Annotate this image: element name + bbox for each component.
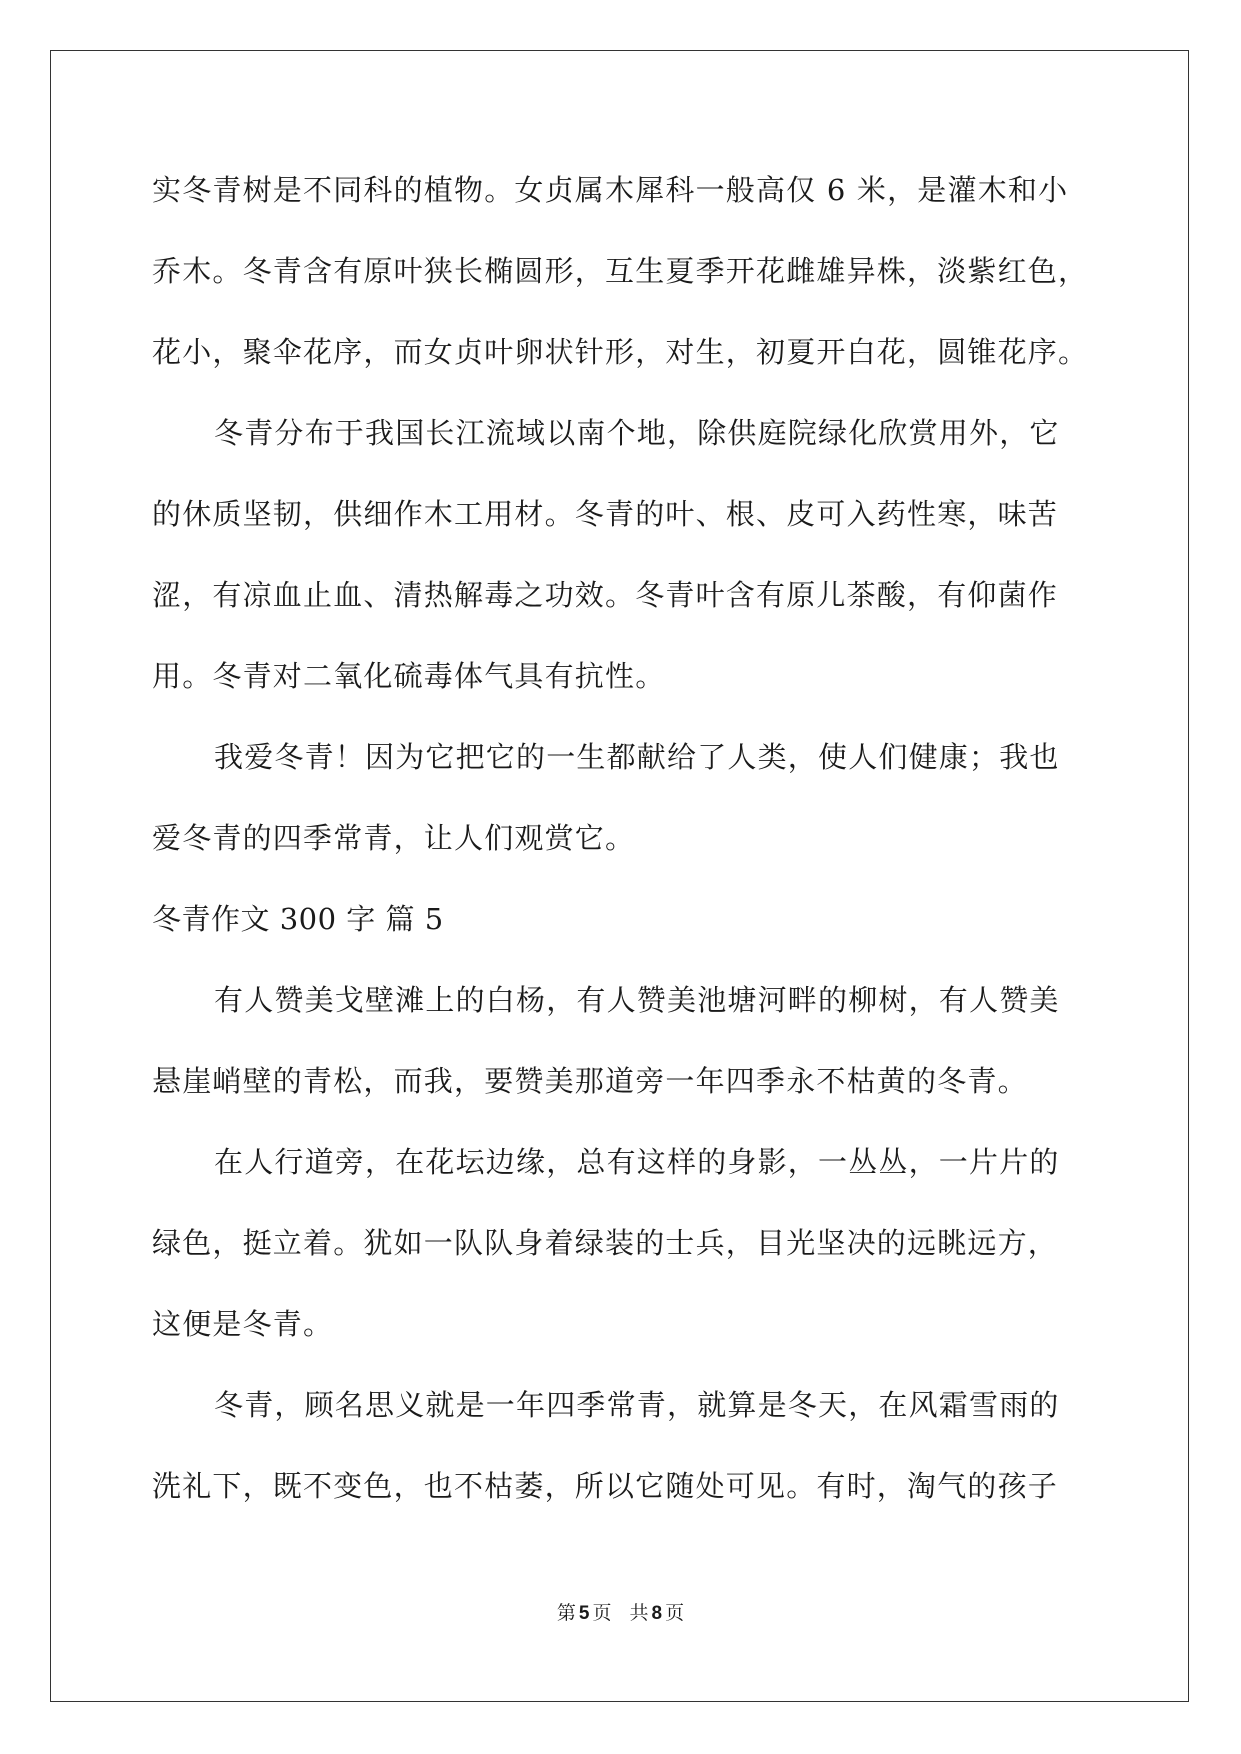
text-line: 实冬青树是不同科的植物。女贞属木犀科一般高仅 6 米，是灌木和小 xyxy=(152,173,1069,207)
text-line: 花小，聚伞花序，而女贞叶卵状针形，对生，初夏开白花，圆锥花序。 xyxy=(152,335,1089,369)
text-line: 这便是冬青。 xyxy=(152,1307,334,1341)
page-suffix: 页 xyxy=(592,1602,612,1624)
total-prefix: 共 xyxy=(629,1602,649,1624)
text-line: 洗礼下，既不变色，也不枯萎，所以它随处可见。有时，淘气的孩子 xyxy=(152,1469,1059,1503)
section-heading: 冬青作文 300 字 篇 5 xyxy=(152,902,444,936)
text-line: 涩，有凉血止血、清热解毒之功效。冬青叶含有原儿茶酸，有仰菌作 xyxy=(152,578,1059,612)
document-body xyxy=(152,160,1092,1537)
total-page-number: 8 xyxy=(651,1603,663,1624)
page-footer xyxy=(0,1598,1241,1625)
text-line: 的休质坚韧，供细作木工用材。冬青的叶、根、皮可入药性寒，味苦 xyxy=(152,497,1059,531)
text-line: 在人行道旁，在花坛边缘，总有这样的身影，一丛丛，一片片的 xyxy=(214,1145,1060,1179)
total-suffix: 页 xyxy=(665,1602,685,1624)
current-page-number: 5 xyxy=(578,1603,590,1624)
text-line: 用。冬青对二氧化硫毒体气具有抗性。 xyxy=(152,659,666,693)
text-line: 我爱冬青！因为它把它的一生都献给了人类，使人们健康；我也 xyxy=(214,740,1060,774)
page-prefix: 第 xyxy=(556,1602,576,1624)
text-line: 爱冬青的四季常青，让人们观赏它。 xyxy=(152,821,636,855)
text-line: 悬崖峭壁的青松，而我，要赞美那道旁一年四季永不枯黄的冬青。 xyxy=(152,1064,1028,1098)
text-line: 绿色，挺立着。犹如一队队身着绿装的士兵，目光坚决的远眺远方， xyxy=(152,1226,1059,1260)
text-line: 乔木。冬青含有原叶狭长椭圆形，互生夏季开花雌雄异株，淡紫红色， xyxy=(152,254,1089,288)
text-line: 冬青分布于我国长江流域以南个地，除供庭院绿化欣赏用外，它 xyxy=(214,416,1060,450)
text-line: 冬青，顾名思义就是一年四季常青，就算是冬天，在风霜雪雨的 xyxy=(214,1388,1060,1422)
text-line: 有人赞美戈壁滩上的白杨，有人赞美池塘河畔的柳树，有人赞美 xyxy=(214,983,1060,1017)
